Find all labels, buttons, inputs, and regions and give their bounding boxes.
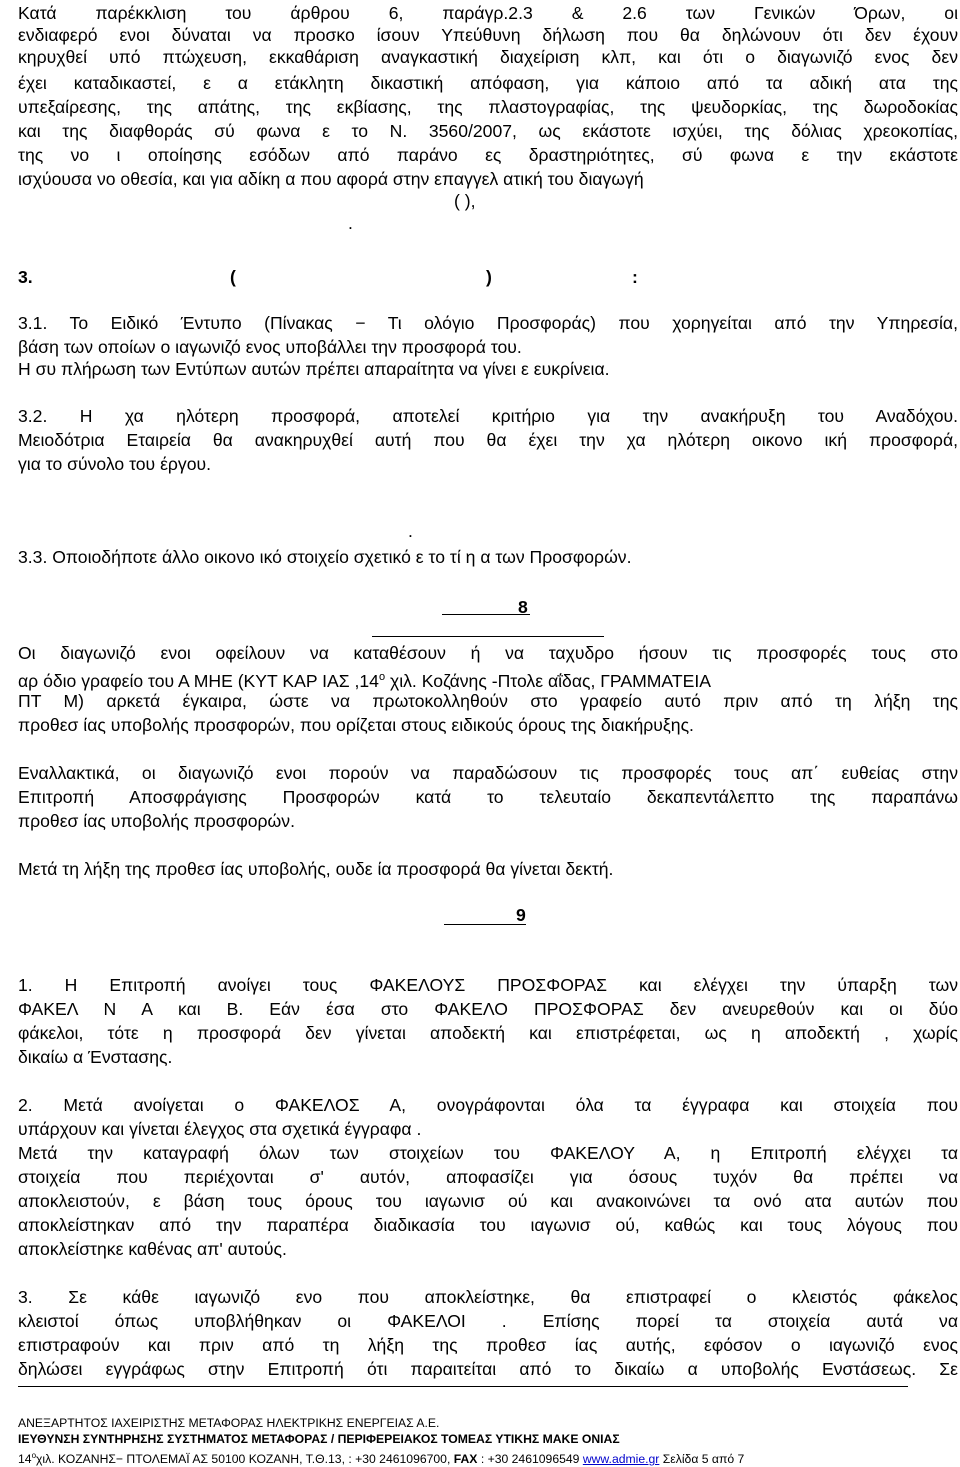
article-8-alt-line-3: προθεσ ίας υποβολής προσφορών. bbox=[18, 811, 295, 831]
article-9-item-2-line-1: 2. Μετά ανοίγεται ο ΦΑΚΕΛΟΣ Α, ονογράφονται όλα τα έγγραφα και στοιχεία που bbox=[18, 1095, 958, 1115]
article-9-heading-rule bbox=[444, 924, 526, 925]
p31-line-1: 3.1. Το Ειδικό Έντυπο (Πίνακας − Τι ολόγιο Προσφοράς) που χορηγείται από την Υπηρεσία, bbox=[18, 313, 958, 333]
footer-fax-number: : +30 2461096549 bbox=[477, 1452, 583, 1467]
article-8-line-2-end: χιλ. Κοζάνης -Πτολε αΐδας, ΓΡΑΜΜΑΤΕΙΑ bbox=[385, 670, 711, 691]
footer-fax-label: FAX bbox=[453, 1452, 478, 1467]
article-9-item-2-line-7: αποκλείστηκε καθένας απ' αυτούς. bbox=[18, 1239, 287, 1259]
article-9-item-3-line-3: επιστραφούν και πριν από τη λήξη της προθεσ ίας αυτής, εφόσον ο ιαγωνιζό ενος bbox=[18, 1335, 958, 1355]
article-9-item-3-line-4: δηλώσει εγγράφως στην Επιτροπή ότι παραιτείται από το δικαίω α υποβολής Ενστάσεως. Σε bbox=[18, 1359, 958, 1379]
article-8-alt-line-2: Επιτροπή Αποσφράγισης Προσφορών κατά το τελευταίο δεκαπεντάλεπτο της παραπάνω bbox=[18, 787, 958, 807]
article-9-item-2-line-3: Μετά την καταγραφή όλων των στοιχείων του ΦΑΚΕΛΟΥ Α, η Επιτροπή ελέγχει τα bbox=[18, 1143, 958, 1163]
article-9-item-2-line-4: στοιχεία που περιέχονται σ' αυτόν, αποφασίζει για όσους τυχόν θα πρέπει να bbox=[18, 1167, 958, 1187]
p32-line-3: για το σύνολο του έργου. bbox=[18, 454, 212, 474]
intro-line-6: και της διαφθοράς σύ φωνα ε το Ν. 3560/2007, ως εκάστοτε ισχύει, της δόλιας χρεοκοπίας, bbox=[18, 121, 958, 141]
footer-address bbox=[18, 1448, 744, 1467]
article-9-item-1-line-2: ΦΑΚΕΛ Ν Α και Β. Εάν έσα στο ΦΑΚΕΛΟ ΠΡΟΣΦΟΡΑΣ δεν ανευρεθούν και οι δύο bbox=[18, 999, 958, 1019]
article-8-number: 8 bbox=[518, 597, 528, 617]
intro-line-4: έχει καταδικαστεί, ε α ετάκλητη δικαστική απόφαση, για κάποιο από τα αδική ατα της bbox=[18, 73, 958, 93]
item-3-colon: : bbox=[632, 267, 638, 287]
article-9-item-1-line-3: φάκελοι, τότε η προσφορά δεν γίνεται αποδεκτή και επιστρέφεται, ως η αποδεκτή , χωρίς bbox=[18, 1023, 958, 1043]
footer-divider bbox=[18, 1386, 908, 1387]
article-8-line-2-start: αρ όδιο γραφείο του Α ΜΗΕ (ΚΥΤ ΚΑΡ ΙΑΣ ,14 bbox=[18, 670, 379, 691]
item-3-close-paren: ) bbox=[486, 267, 492, 287]
article-8-line-3: ΠΤ Μ) αρκετά έγκαιρα, ώστε να πρωτοκολληθούν στο γραφείο αυτό πριν από τη λήξη της bbox=[18, 691, 958, 711]
article-9-number: 9 bbox=[516, 905, 526, 925]
article-8-subtitle-rule bbox=[372, 636, 604, 637]
p32-line-2: Μειοδότρια Εταιρεία θα ανακηρυχθεί αυτή που θα έχει την χα ηλότερη οικονο ική προσφορά, bbox=[18, 430, 958, 450]
ordinal-sup: ο bbox=[378, 671, 386, 683]
dot-fragment-1: . bbox=[348, 213, 353, 233]
footer-km-number: 14 bbox=[18, 1452, 32, 1467]
intro-line-8: ισχύουσα νο οθεσία, και για αδίκη α που αφορά στην επαγγελ ατική του διαγωγή bbox=[18, 169, 644, 189]
footer-page-number: Σελίδα 5 από 7 bbox=[659, 1452, 745, 1467]
footer-department: ΙΕΥΘΥΝΣΗ ΣΥΝΤΗΡΗΣΗΣ ΣΥΣΤΗΜΑΤΟΣ ΜΕΤΑΦΟΡΑΣ / ΠΕΡΙΦΕΡΕΙΑΚΟΣ ΤΟΜΕΑΣ ΥΤΙΚΗΣ ΜΑΚΕ ΟΝΙΑΣ bbox=[18, 1432, 620, 1447]
p31-line-2: βάση των οποίων ο ιαγωνιζό ενος υποβάλλει την προσφορά του. bbox=[18, 337, 522, 357]
item-3-open-paren: ( bbox=[230, 267, 236, 287]
article-8-heading-rule bbox=[442, 614, 530, 615]
article-8-alt-line-1: Εναλλακτικά, οι διαγωνιζό ενοι πορούν να παραδώσουν τις προσφορές τους απ΄ ευθείας στην bbox=[18, 763, 958, 783]
footer-website-link[interactable]: www.admie.gr bbox=[582, 1452, 660, 1467]
paragraph-3-3: 3.3. Οποιοδήποτε άλλο οικονο ικό στοιχείο σχετικό ε το τί η α των Προσφορών. bbox=[18, 547, 632, 567]
article-8-line-4: προθεσ ίας υποβολής προσφορών, που ορίζεται στους ειδικούς όρους της διακήρυξης. bbox=[18, 715, 694, 735]
item-3-number: 3. bbox=[18, 267, 33, 287]
article-8-after: Μετά τη λήξη της προθεσ ίας υποβολής, ουδε ία προσφορά θα γίνεται δεκτή. bbox=[18, 859, 614, 879]
p31-line-3: Η συ πλήρωση των Εντύπων αυτών πρέπει απαραίτητα να γίνει ε ευκρίνεια. bbox=[18, 359, 610, 379]
intro-line-2: ενδιαφερό ενοι δύναται να προσκο ίσουν Υπεύθυνη δήλωση που θα δηλώνουν ότι δεν έχουν bbox=[18, 25, 958, 45]
p32-line-1: 3.2. Η χα ηλότερη προσφορά, αποτελεί κριτήριο για την ανακήρυξη του Αναδόχου. bbox=[18, 406, 958, 426]
footer-address-text: χιλ. ΚΟΖΑΝΗΣ− ΠΤΟΛΕΜΑΪ ΑΣ 50100 ΚΟΖΑΝΗ, Τ.Θ.13, : +30 2461096700, bbox=[36, 1452, 454, 1467]
article-9-item-3-line-2: κλειστοί όπως υποβλήθηκαν οι ΦΑΚΕΛΟΙ . Επίσης πορεί τα στοιχεία αυτά να bbox=[18, 1311, 958, 1331]
footer-ordinal-sup: ο bbox=[31, 1451, 37, 1461]
intro-line-5: υπεξαίρεσης, της απάτης, της εκβίασης, της πλαστογραφίας, της ψευδορκίας, της δωροδοκίας bbox=[18, 97, 958, 117]
article-9-item-3-line-1: 3. Σε κάθε ιαγωνιζό ενο που αποκλείστηκε, θα επιστραφεί ο κλειστός φάκελος bbox=[18, 1287, 958, 1307]
dot-fragment-2: . bbox=[408, 521, 413, 541]
article-9-item-2-line-5: αποκλειστούν, ε βάση τους όρους του ιαγωνισ ού και ανακοινώνει τα ονό ατα αυτών που bbox=[18, 1191, 958, 1211]
article-8-line-2 bbox=[18, 666, 711, 692]
intro-line-3: κηρυχθεί υπό πτώχευση, εκκαθάριση αναγκαστική διαχείριση κλπ, και ότι ο διαγωνιζό ενος δεν bbox=[18, 47, 958, 67]
footer-company: ΑΝΕΞΑΡΤΗΤΟΣ ΙΑΧΕΙΡΙΣΤΗΣ ΜΕΤΑΦΟΡΑΣ ΗΛΕΚΤΡΙΚΗΣ ΕΝΕΡΓΕΙΑΣ Α.Ε. bbox=[18, 1416, 440, 1431]
intro-line-7: της νο ι οποίησης εσόδων από παράνο ες δραστηριότητες, σύ φωνα ε την εκάστοτε bbox=[18, 145, 958, 165]
article-9-item-2-line-6: αποκλείστηκαν από την παραπέρα διαδικασία του ιαγωνισ ού, καθώς και τους λόγους που bbox=[18, 1215, 958, 1235]
article-8-line-1: Οι διαγωνιζό ενοι οφείλουν να καταθέσουν ή να ταχυδρο ήσουν τις προσφορές τους στο bbox=[18, 643, 958, 663]
paren-fragment: ( ), bbox=[454, 191, 476, 211]
article-9-item-2-line-2: υπάρχουν και γίνεται έλεγχος στα σχετικά έγγραφα . bbox=[18, 1119, 422, 1139]
article-9-item-1-line-4: δικαίω α Ένστασης. bbox=[18, 1047, 173, 1067]
article-9-item-1-line-1: 1. Η Επιτροπή ανοίγει τους ΦΑΚΕΛΟΥΣ ΠΡΟΣΦΟΡΑΣ και ελέγχει την ύπαρξη των bbox=[18, 975, 958, 995]
intro-line-1: Κατά παρέκκλιση του άρθρου 6, παράγρ.2.3 & 2.6 των Γενικών Όρων, οι bbox=[18, 3, 958, 23]
